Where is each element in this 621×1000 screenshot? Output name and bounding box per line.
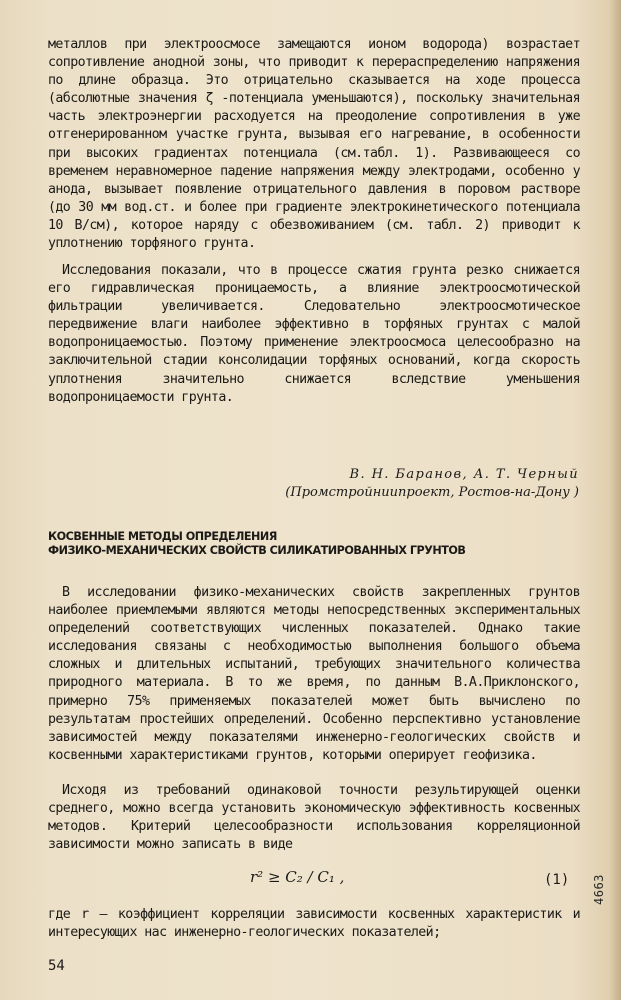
equation-number: (1) [544, 872, 570, 888]
author-names: В. Н. Баранов, А. Т. Черный [349, 467, 579, 482]
paragraph-introduction: В исследовании физико-механических свойств закрепленных грунтов наиболее приемлемыми являются методы непосредственных экспериментальных определений соответствующих численных показателей. Однако такие исследования связаны с необходимостью выполнения большого объема сложных и длительных испытаний, требующих значительного количества природного материала. В то же время, по данным В.А.Приклонского, примерно 75% применяемых показателей может быть вычислено по результатам простейших определений. Особенно перспективно установление зависимостей между показателями инженерно-геологических свойств и косвенными характеристиками грунтов, которыми оперирует геофизика. [48, 585, 580, 763]
article-title-line-1: КОСВЕННЫЕ МЕТОДЫ ОПРЕДЕЛЕНИЯ [48, 530, 277, 543]
paragraph-electroosmosis-continued: металлов при электроосмосе замещаются ионом водорода) возрастает сопротивление анодной зоны, что приводит к перераспределению напряжения по длине образца. Это отрицательно сказывается на ходе процесса (абсолютные значения ζ -потенциала уменьшаются), поскольку значительная часть электроэнергии расходуется на преодоление сопротивления в уже отгенерированном участке грунта, вызывая его нагревание, в особенности при высоких градиентах потенциала (см.табл. 1). Развивающееся со временем неравномерное падение напряжения между электродами, особенно у анода, вызывает появление отрицательного давления в поровом растворе (до 30 мм вод.ст. и более при градиенте электрокинетического потенциала 10 В/см), которое наряду с обезвоживанием (см. табл. 2) приводит к уплотнению торфяного грунта. [48, 37, 580, 252]
page-spine-shadow [609, 0, 621, 1000]
author-affiliation: (Промстройниипроект, Ростов-на-Дону ) [285, 485, 579, 500]
article-title [48, 530, 588, 557]
paragraph-criterion: Исходя из требований одинаковой точности результирующей оценки среднего, можно всегда установить экономическую эффективность косвенных методов. Критерий целесообразности использования корреляционной зависимости можно записать в виде [48, 783, 580, 853]
formula-1: r² ≥ C₂ / C₁ , [250, 868, 345, 886]
author-block [285, 466, 579, 502]
page-number: 54 [48, 958, 65, 974]
paragraph-research-findings: Исследования показали, что в процессе сжатия грунта резко снижается его гидравлическая проницаемость, а влияние электроосмотической фильтрации увеличивается. Следовательно электроосмотическое передвижение влаги наиболее эффективно в торфяных грунтах с малой водопроницаемостью. Поэтому применение электроосмоса целесообразно на заключительной стадии консолидации торфяных оснований, когда скорость уплотнения значительно снижается вследствие уменьшения водопроницаемости грунта. [48, 263, 580, 405]
paragraph-formula-explanation: где r – коэффициент корреляции зависимости косвенных характеристик и интересующих нас инженерно-геологических показателей; [48, 907, 580, 941]
margin-stamp-number: 4663 [592, 874, 606, 905]
article-title-line-2: ФИЗИКО-МЕХАНИЧЕСКИХ СВОЙСТВ СИЛИКАТИРОВАННЫХ ГРУНТОВ [48, 543, 466, 557]
